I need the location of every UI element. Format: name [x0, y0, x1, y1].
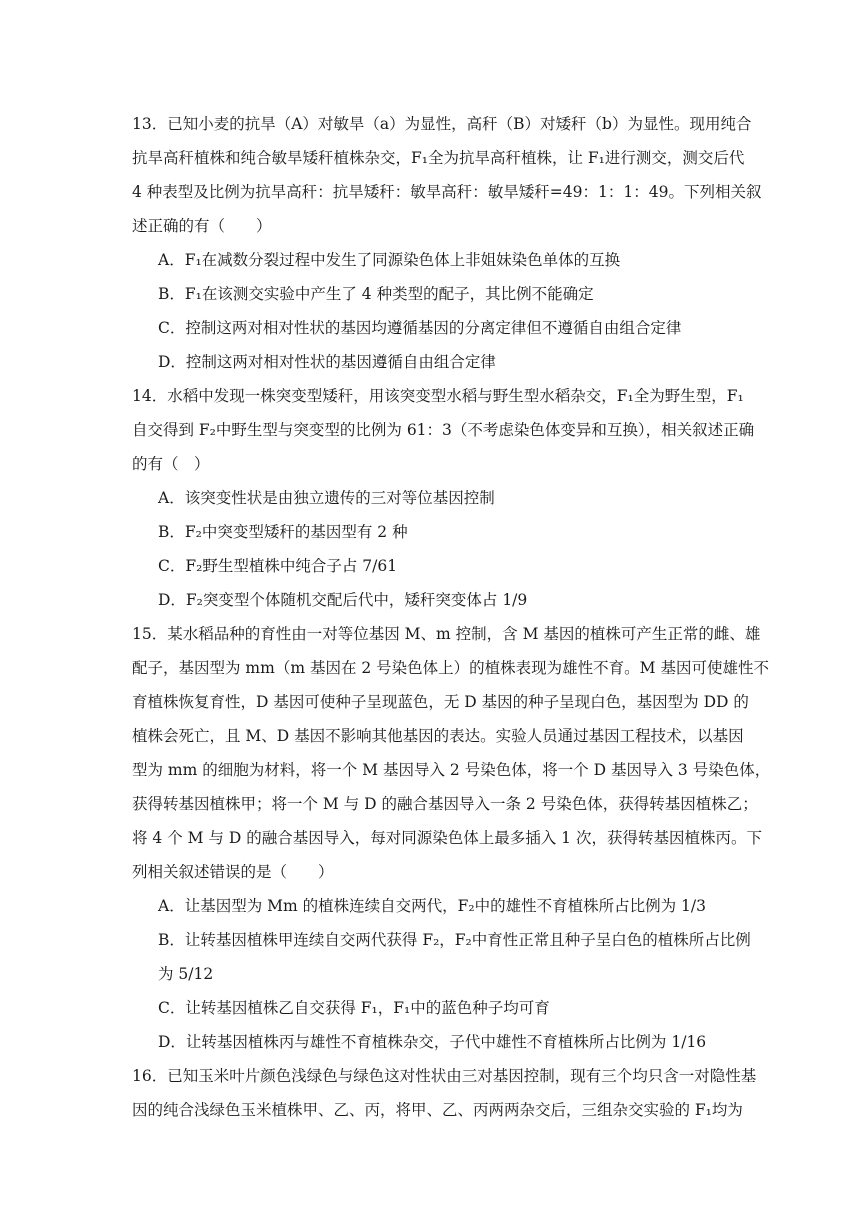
- q16-stem-line-2: 因的纯合浅绿色玉米植株甲、乙、丙，将甲、乙、丙两两杂交后，三组杂交实验的 F₁均为: [132, 1101, 743, 1119]
- q15-option-c: C．让转基因植株乙自交获得 F₁，F₁中的蓝色种子均可育: [158, 999, 550, 1017]
- q15-option-d: D．让转基因植株丙与雄性不育植株杂交，子代中雄性不育植株所占比例为 1/16: [158, 1033, 707, 1051]
- q15-stem-line-4: 植株会死亡，且 M、D 基因不影响其他基因的表达。实验人员通过基因工程技术，以基因: [132, 727, 744, 745]
- q13-stem-line-2: 抗旱高秆植株和纯合敏旱矮秆植株杂交，F₁全为抗旱高秆植株，让 F₁进行测交，测交后代: [132, 149, 745, 167]
- q13-option-a: A．F₁在减数分裂过程中发生了同源染色体上非姐妹染色单体的互换: [158, 251, 621, 269]
- q13-stem-line-3: 4 种表型及比例为抗旱高秆：抗旱矮秆：敏旱高秆：敏旱矮秆=49：1：1：49。下列相关叙: [132, 183, 762, 201]
- q15-stem-line-3: 育植株恢复育性，D 基因可使种子呈现蓝色，无 D 基因的种子呈现白色，基因型为 DD 的: [132, 693, 749, 711]
- q13-option-c: C．控制这两对相对性状的基因均遵循基因的分离定律但不遵循自由组合定律: [158, 319, 682, 337]
- q14-option-d: D．F₂突变型个体随机交配后代中，矮秆突变体占 1/9: [158, 591, 528, 609]
- q14-option-a: A．该突变性状是由独立遗传的三对等位基因控制: [158, 489, 495, 507]
- q15-stem-line-8: 列相关叙述错误的是（ ）: [132, 863, 334, 881]
- q14-option-b: B．F₂中突变型矮秆的基因型有 2 种: [158, 523, 408, 541]
- q13-stem-line-4: 述正确的有（ ）: [132, 217, 272, 235]
- q14-stem-line-3: 的有（ ）: [132, 455, 210, 473]
- q13-stem-line-1: 13．已知小麦的抗旱（A）对敏旱（a）为显性，高秆（B）对矮秆（b）为显性。现用纯合: [132, 115, 752, 133]
- q15-option-a: A．让基因型为 Mm 的植株连续自交两代，F₂中的雄性不育植株所占比例为 1/3: [158, 897, 706, 915]
- q15-stem-line-6: 获得转基因植株甲；将一个 M 与 D 的融合基因导入一条 2 号染色体，获得转基因植株乙；: [132, 795, 758, 813]
- q14-stem-line-1: 14．水稻中发现一株突变型矮秆，用该突变型水稻与野生型水稻杂交，F₁全为野生型，F₁: [132, 387, 744, 405]
- q15-stem-line-1: 15．某水稻品种的育性由一对等位基因 M、m 控制，含 M 基因的植株可产生正常的雌、雄: [132, 625, 761, 643]
- q16-stem-line-1: 16．已知玉米叶片颜色浅绿色与绿色这对性状由三对基因控制，现有三个均只含一对隐性基: [132, 1067, 757, 1085]
- q14-option-c: C．F₂野生型植株中纯合子占 7/61: [158, 557, 398, 575]
- q15-option-b-line-2: 为 5/12: [158, 965, 214, 983]
- q13-option-b: B．F₁在该测交实验中产生了 4 种类型的配子，其比例不能确定: [158, 285, 594, 303]
- q15-stem-line-7: 将 4 个 M 与 D 的融合基因导入，每对同源染色体上最多插入 1 次，获得转基因植株丙。下: [132, 829, 762, 847]
- q15-option-b-line-1: B．让转基因植株甲连续自交两代获得 F₂，F₂中育性正常且种子呈白色的植株所占比例: [158, 931, 751, 949]
- q13-option-d: D．控制这两对相对性状的基因遵循自由组合定律: [158, 353, 496, 371]
- q15-stem-line-5: 型为 mm 的细胞为材料，将一个 M 基因导入 2 号染色体，将一个 D 基因导入 3 号染色体，: [132, 761, 771, 779]
- q14-stem-line-2: 自交得到 F₂中野生型与突变型的比例为 61：3（不考虑染色体变异和互换），相关叙述正确: [132, 421, 755, 439]
- q15-stem-line-2: 配子，基因型为 mm（m 基因在 2 号染色体上）的植株表现为雄性不育。M 基因可使雄性不: [132, 659, 769, 677]
